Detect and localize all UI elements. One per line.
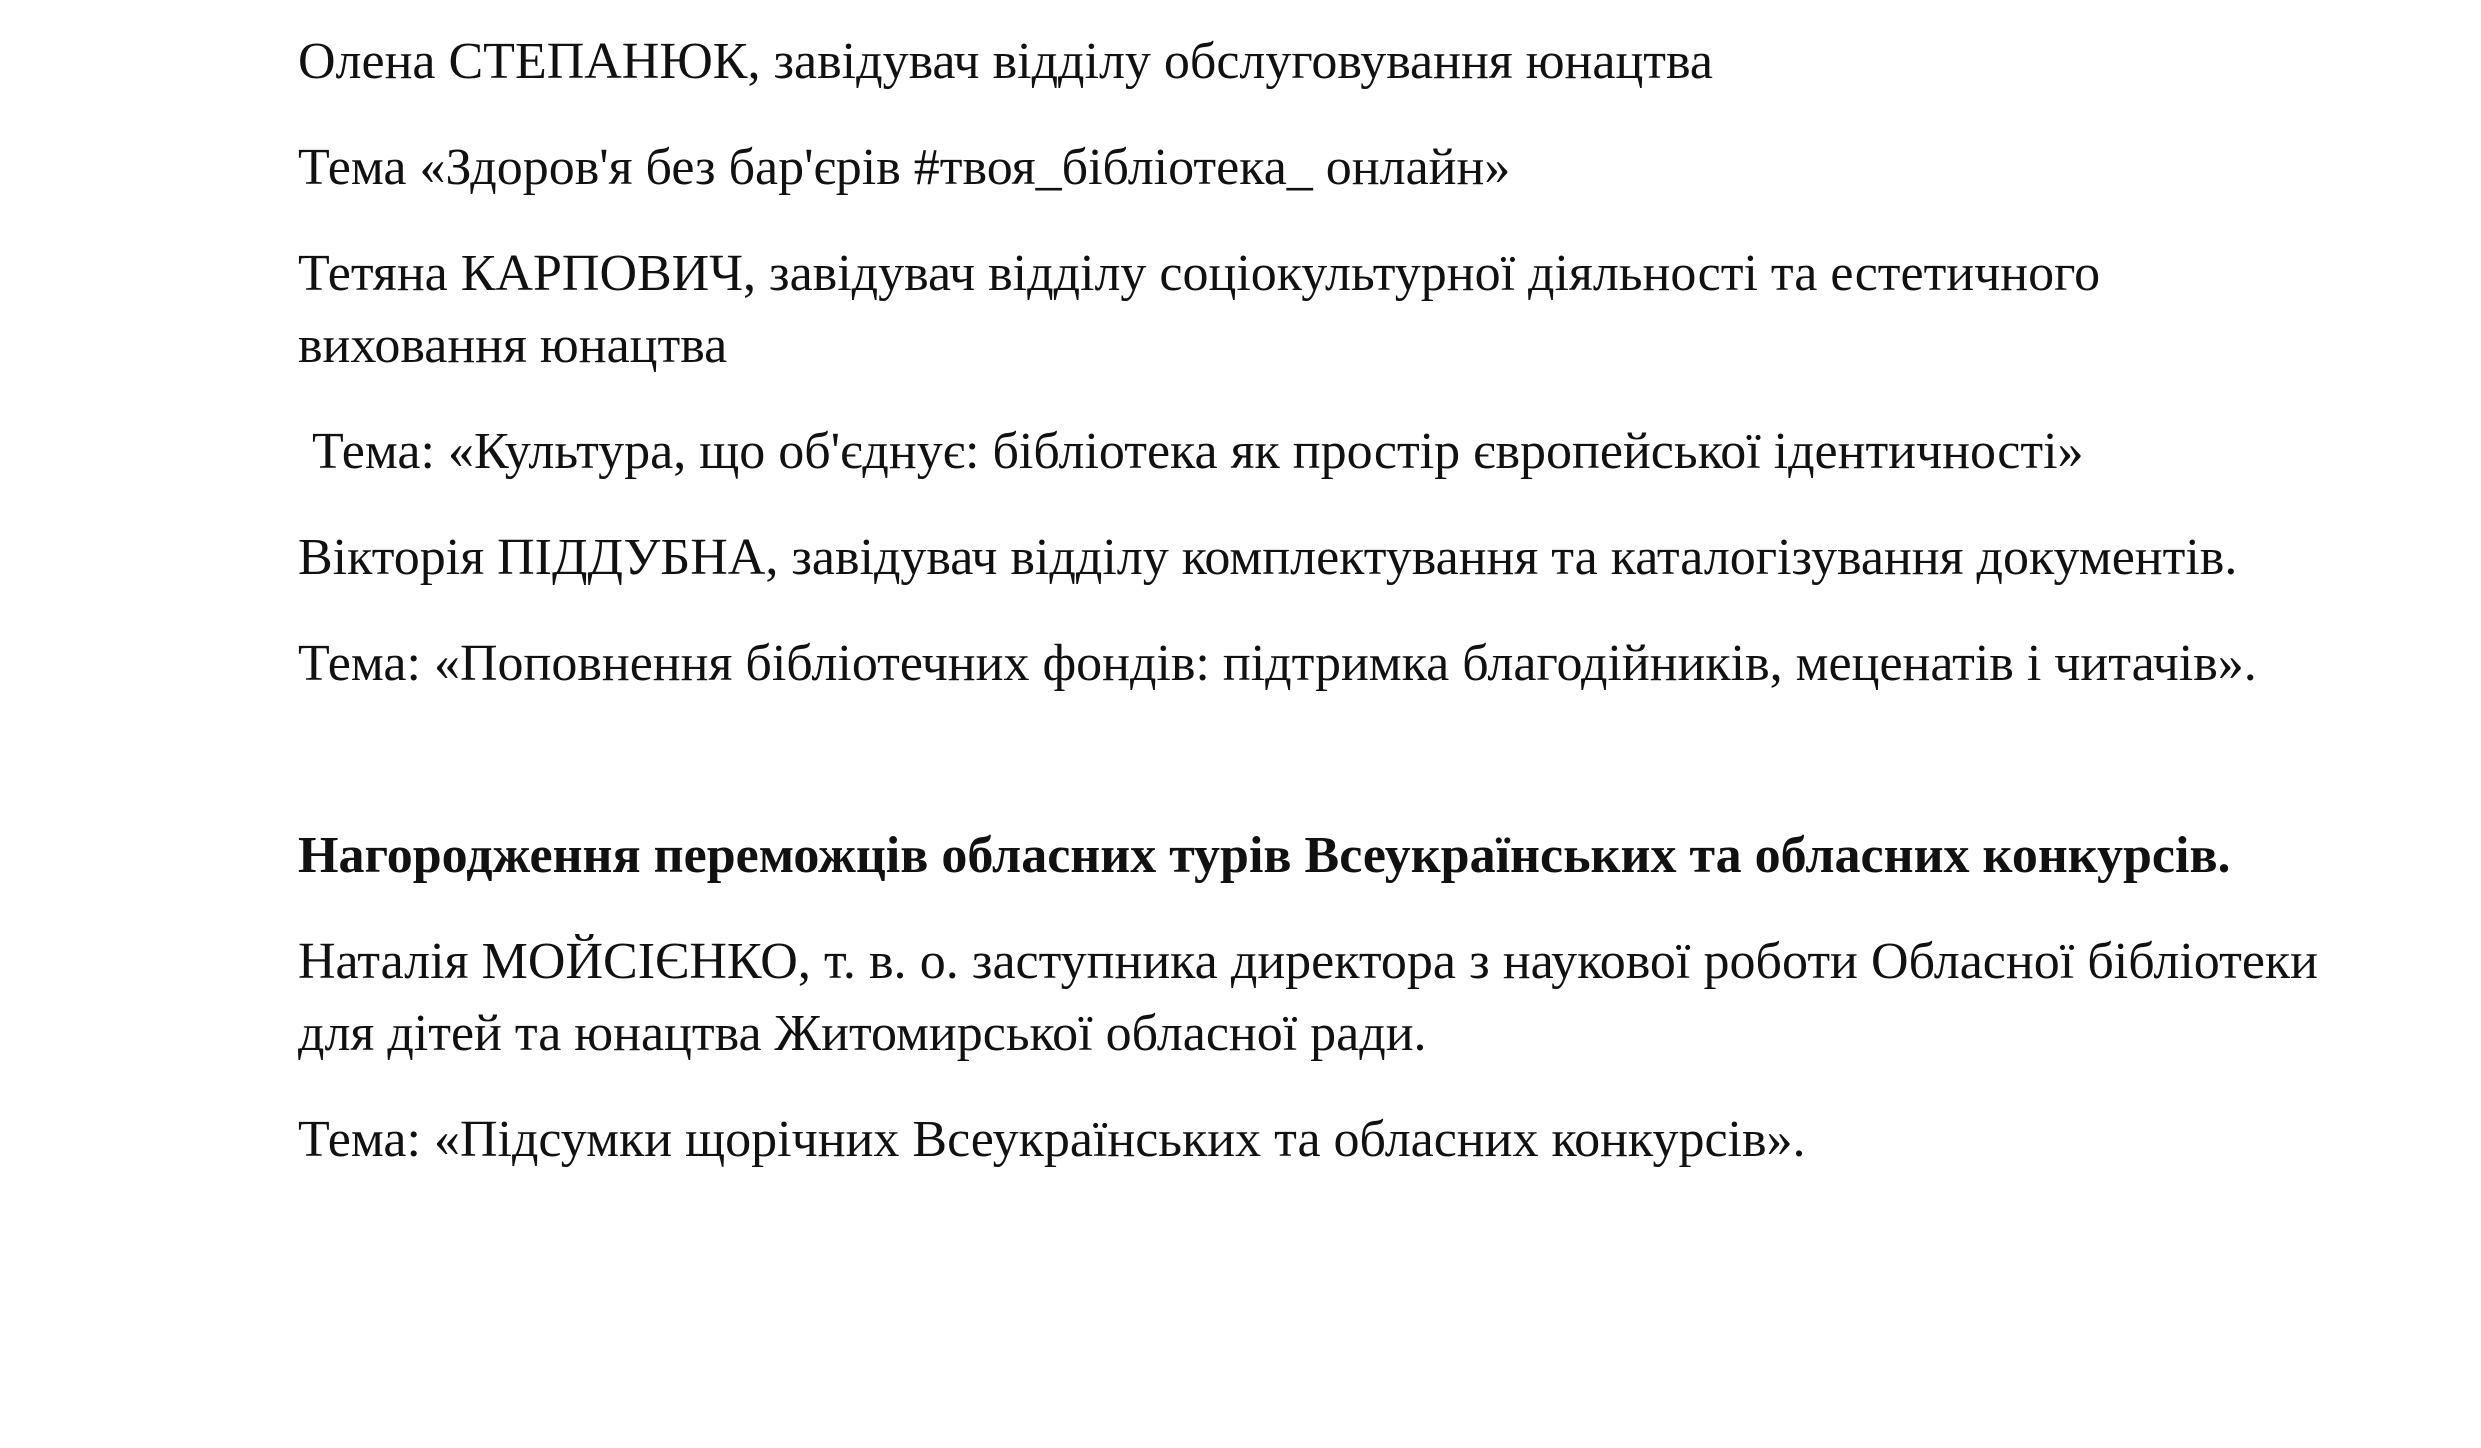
topic-paragraph: Тема: «Підсумки щорічних Всеукраїнських та обласних конкурсів».	[298, 1111, 1806, 1168]
speaker-paragraph: Вікторія ПІДДУБНА, завідувач відділу комплектування та каталогізування документів.	[298, 529, 2238, 586]
topic-paragraph: Тема: «Поповнення бібліотечних фондів: підтримка благодійників, меценатів і читачів».	[298, 635, 2257, 692]
section-heading: Нагородження переможців обласних турів Всеукраїнських та обласних конкурсів.	[298, 827, 2231, 884]
speaker-paragraph: Олена СТЕПАНЮК, завідувач відділу обслуговування юнацтва	[298, 33, 1713, 90]
document-page	[298, 26, 2318, 1210]
topic-paragraph: Тема: «Культура, що об'єднує: бібліотека як простір європейської ідентичності»	[312, 423, 2084, 480]
speaker-paragraph: Тетяна КАРПОВИЧ, завідувач відділу соціокультурної діяльності та естетичного виховання юнацтва	[298, 245, 2101, 374]
topic-paragraph: Тема «Здоров'я без бар'єрів #твоя_бібліотека_ онлайн»	[298, 139, 1511, 196]
speaker-paragraph: Наталія МОЙСІЄНКО, т. в. о. заступника директора з наукової роботи Обласної бібліотеки для дітей та юнацтва Житомирської обласної ради.	[298, 933, 2318, 1062]
